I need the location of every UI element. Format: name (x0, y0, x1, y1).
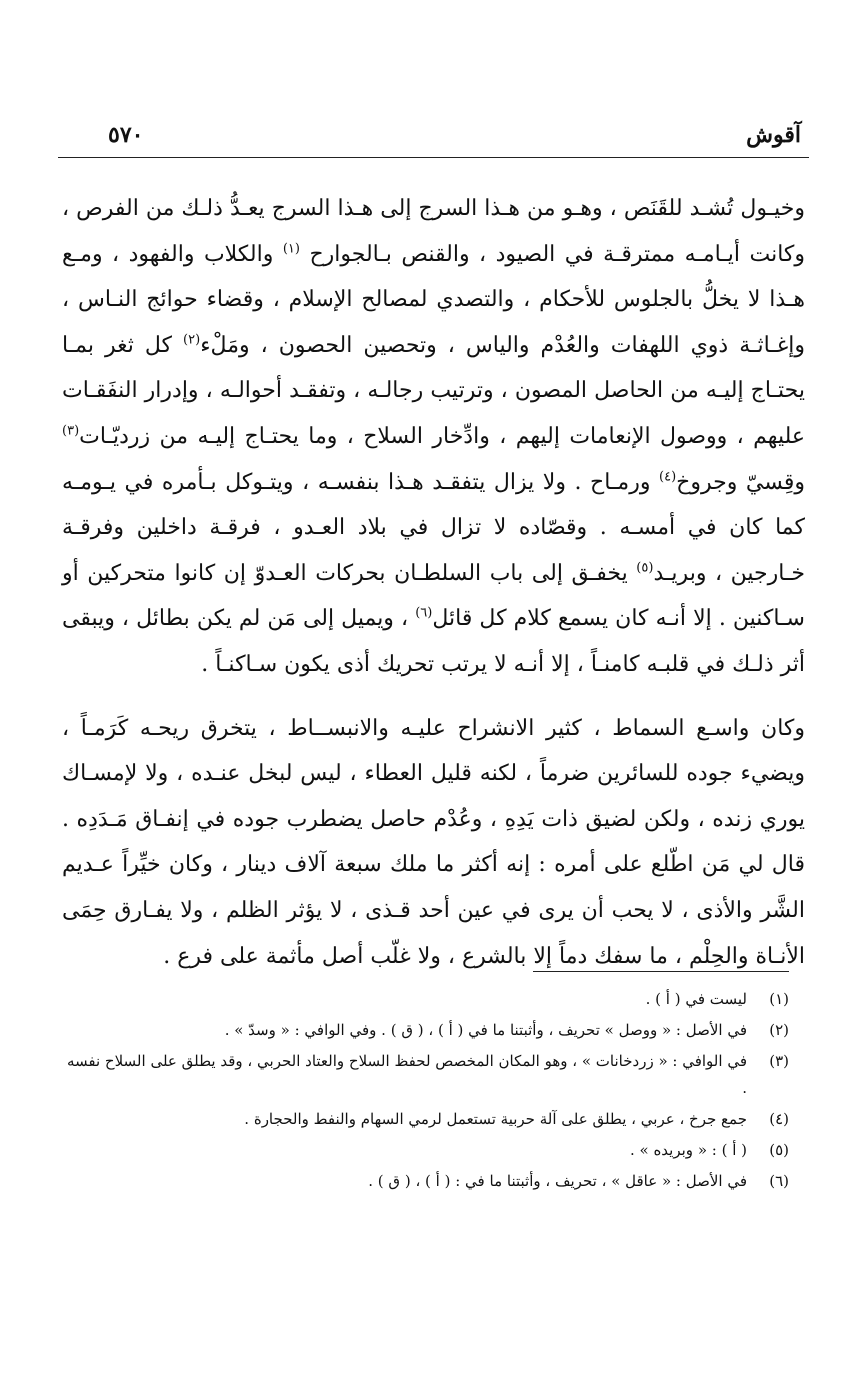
footnote-text: في الأصل : « ووصل » تحريف ، وأثبتنا ما في ( أ ) ، ( ق ) . وفي الوافي : « وسدّ » . (224, 1021, 747, 1039)
footnote-number: (١) (769, 990, 789, 1008)
page-header (58, 118, 809, 158)
footnote-text: في الأصل : « عاقل » ، تحريف ، وأثبتنا ما في : ( أ ) ، ( ق ) . (368, 1172, 747, 1190)
footnote-number: (٤) (769, 1110, 789, 1128)
footnote-text: جمع جرخ ، عربي ، يطلق على آلة حربية تستعمل لرمي السهام والنفط والحجارة . (244, 1110, 747, 1128)
footnote-number: (٥) (769, 1141, 789, 1159)
running-title: آقوش (746, 122, 801, 148)
footnote-ref: (٦) (415, 606, 433, 622)
body-text (62, 186, 805, 979)
footnote (62, 1017, 789, 1044)
footnote-ref: (١) (282, 241, 300, 257)
footnote (62, 1137, 789, 1164)
footnote-number: (٦) (769, 1172, 789, 1190)
text-run: وخيـول تُشـد للقَنَص ، وهـو من هـذا السرج إلى هـذا السرج يعـدُّ ذلـك من الفرص ، وكانت أيـامـه ممترقـة في الصيود ، والقنص بـالجوارح (62, 196, 806, 267)
text-run: ورمـاح . ولا يزال يتفقـد هـذا بنفسـه ، ويتـوكل بـأمره في يـومـه كما كان في أمسـه . وقصّاده لا تزال في بلاد العـدو ، فرقـة داخلين وفرقـة خـارجين ، وبريـد (62, 469, 805, 586)
page-number: ٥٧٠ (108, 122, 144, 148)
footnote-ref: (٥) (636, 560, 654, 576)
footnote-ref: (٤) (659, 469, 677, 485)
text-run: يخفـق إلى باب السلطـان بحركات العـدوّ إن كانوا متحركين أو سـاكنين . إلا أنـه كان يسمع كلام كل قائل (62, 560, 805, 632)
footnote-text: ليست في ( أ ) . (645, 990, 747, 1008)
footnote-rule (533, 971, 789, 972)
footnote-ref: (٣) (62, 423, 80, 439)
text-run: وكان واسـع السماط ، كثير الانشراح عليـه والانبســاط ، يتخرق ريحـه كَرَمـاً ، ويضيء جوده للسائرين ضرماً ، لكنه قليل العطاء ، ليس لبخل عنـده ، ولا لإمسـاك يوري زنده ، ولكن لضيق ذات يَدِهِ ، وعُدْم حاصل يضطرب جوده في إنفـاق مَـدَدِه . قال لي مَن اطّلع على أمره : إنه أكثر ما ملك سبعة آلاف دينار ، وكان خيِّراً عـديم الشَّر والأذى ، لا يحب أن يرى في عين أحد قـذى ، لا يؤثر الظلم ، ولا يفـارق حِمَى الأنـاة والحِلْم ، ما سفك دماً إلا بالشرع ، ولا غلّب أصل مأثمة على فرع . (62, 715, 805, 969)
footnote (62, 1106, 789, 1133)
paragraph (62, 186, 805, 688)
footnote (62, 986, 789, 1013)
text-run: وقِسيّ وجروخ (676, 469, 805, 495)
footnote-number: (٢) (769, 1021, 789, 1039)
text-run: كل ثغر بمـا يحتـاج إليـه من الحاصل المصون ، وترتيب رجالـه ، وتفقـد أحوالـه ، وإدرار النفَقـات عليهم ، ووصول الإنعامات إليهم ، وادِّخار السلاح ، وما يحتـاج إليـه من زرديّـات (62, 332, 805, 449)
footnote-number: (٣) (769, 1052, 789, 1070)
text-run: والكلاب والفهود ، ومـع هـذا لا يخلُّ بالجلوس للأحكام ، والتصدي لمصالح الإسلام ، وقضاء حوائج النـاس ، وإغـاثـة ذوي اللهفات والعُدْم والياس ، وتحصين الحصون ، ومَلْء (62, 241, 805, 358)
footnote (62, 1048, 789, 1102)
footnote (62, 1168, 789, 1195)
paragraph (62, 706, 805, 980)
footnotes (62, 986, 789, 1199)
footnote-text: ( أ ) : « وبريده » . (629, 1141, 747, 1159)
header-rule (58, 157, 809, 158)
text-run: ، ويميل إلى مَن لم يكن بطائل ، ويبقى أثر ذلـك في قلبـه كامنـاً ، إلا أنـه لا يرتب تحريك أذى يكون سـاكنـاً . (62, 606, 805, 677)
footnote-ref: (٢) (183, 332, 201, 348)
footnote-text: في الوافي : « زردخانات » ، وهو المكان المخصص لحفظ السلاح والعتاد الحربي ، وقد يطلق على السلاح نفسه . (66, 1052, 747, 1097)
